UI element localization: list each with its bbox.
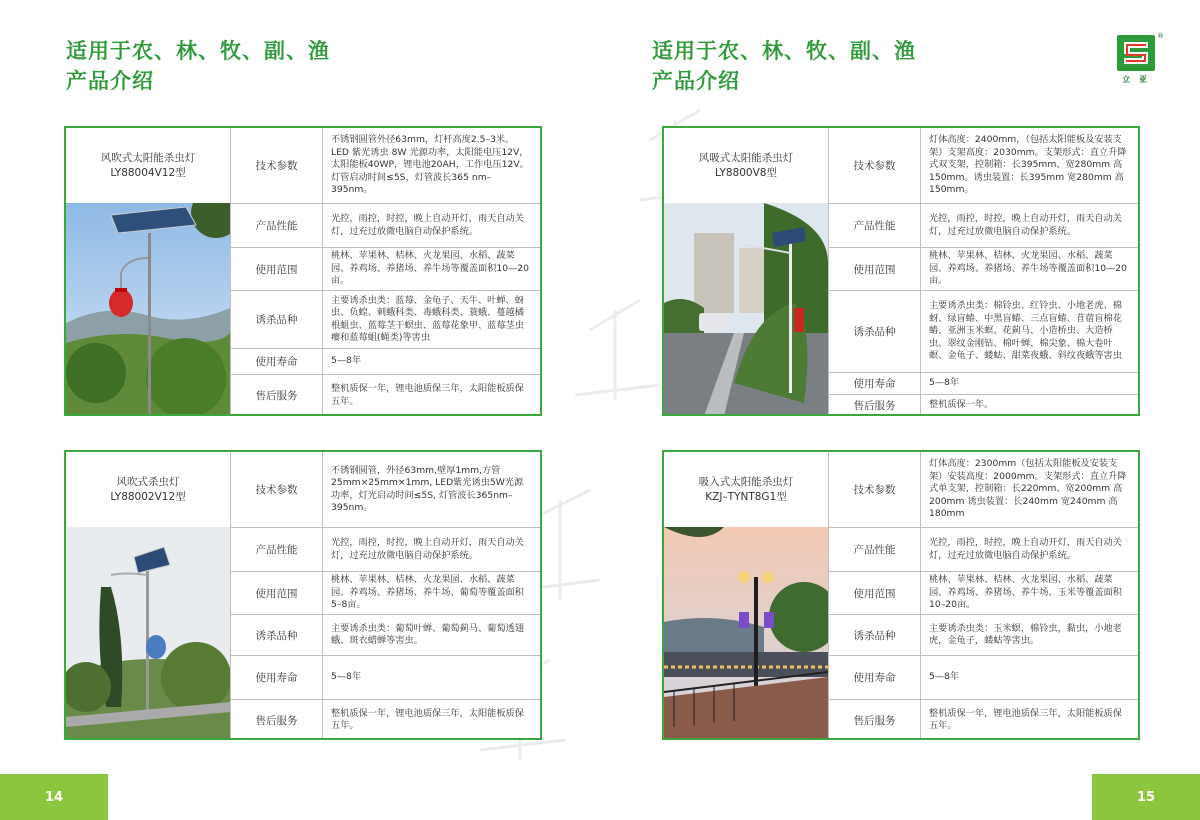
right-page-title xyxy=(652,36,916,96)
page-number-right: 15 xyxy=(1092,774,1200,820)
spec-value-text: 整机质保一年，锂电池质保三年，太阳能板质保五年。 xyxy=(331,383,524,407)
spec-row xyxy=(829,394,1138,416)
product-card-left-2 xyxy=(64,450,542,740)
product-header xyxy=(66,128,230,203)
spec-label: 售后服务 xyxy=(829,700,921,740)
spec-label: 使用范围 xyxy=(829,572,921,614)
spec-value-text: 桃林、苹果林、桔林、火龙果园、水稻、蔬菜园、养鸡场、养猪场、养牛场、葡萄等覆盖面积5–8亩。 xyxy=(331,574,524,611)
spec-label: 诱杀品种 xyxy=(231,615,323,655)
spec-value xyxy=(921,452,1138,527)
logo-text: 立 亚 xyxy=(1122,75,1150,84)
product-model: LY88002V12型 xyxy=(110,490,186,503)
left-title-line1: 适用于农、林、牧、副、渔 xyxy=(66,39,330,63)
product-header xyxy=(664,128,828,203)
spec-label: 产品性能 xyxy=(231,204,323,247)
spec-row xyxy=(231,699,540,740)
spec-label: 使用范围 xyxy=(829,248,921,290)
spec-label: 售后服务 xyxy=(231,375,323,416)
spec-value-text: 灯体高度：2400mm，（包括太阳能板及安装支架）支架高度：2030mm。支架形式：直立升降式双支架，控制箱：长395mm、宽280mm 高150mm。诱虫装置：长395mm 宽280mm 高150mm。 xyxy=(929,134,1127,196)
spec-row xyxy=(231,655,540,699)
spec-row xyxy=(829,527,1138,571)
spec-row xyxy=(829,614,1138,655)
left-page-title xyxy=(66,36,330,96)
spec-label: 售后服务 xyxy=(231,700,323,740)
spec-value-text: 主要诱杀虫类：棉铃虫、红铃虫、小地老虎、棉蚜、绿盲蝽、中黑盲蝽、三点盲蝽、苜蓿盲棉花 蝽、亚洲玉米螟、花蓟马、小造桥虫、大造桥虫、翠纹金刚钻、棉叶蝉、棉尖象、棉大卷叶螟、金龟子、蝼蛄、甜菜夜蛾、斜纹夜蛾等害虫 xyxy=(929,300,1122,362)
product-header xyxy=(66,452,230,527)
spec-value-text: 整机质保一年，锂电池质保三年，太阳能板质保五年。 xyxy=(929,707,1122,731)
spec-table xyxy=(230,452,540,738)
page-number-left: 14 xyxy=(0,774,108,820)
spec-value-text: 5—8年 xyxy=(929,377,960,389)
spec-row xyxy=(231,348,540,374)
spec-value xyxy=(921,204,1138,247)
brand-logo xyxy=(1112,32,1164,86)
logo-registered-mark: ® xyxy=(1157,32,1164,40)
spec-label: 使用寿命 xyxy=(829,373,921,394)
spec-row xyxy=(829,452,1138,527)
spec-row xyxy=(829,203,1138,247)
product-name: 风吹式太阳能杀虫灯 xyxy=(100,151,196,164)
spec-label: 使用寿命 xyxy=(231,656,323,699)
spec-row xyxy=(231,128,540,203)
spec-value xyxy=(921,373,1138,394)
spec-label: 使用范围 xyxy=(231,572,323,614)
spec-value-text: 桃林、苹果林、桔林、火龙果园、水稻、蔬菜园、养鸡场、养猪场、养牛场等覆盖面积10—20亩。 xyxy=(331,250,529,287)
spec-value-text: 主要诱杀虫类：蓝莓、金龟子、天牛、叶蝉、蚜虫、负蝗、刺蛾科类、毒蛾科类、蓑蛾、蔓越橘根蛆虫、蓝莓茎干螟虫、蓝莓花象甲、蓝莓茎虫瘿和蓝莓蛆(蝇类)等害虫 xyxy=(331,294,524,343)
spec-row xyxy=(231,571,540,614)
spec-value xyxy=(921,656,1138,699)
spec-value-text: 桃林、苹果林、桔林、火龙果园、水稻、蔬菜园、养鸡场、养猪场、养牛场等覆盖面积10—20亩。 xyxy=(929,250,1127,287)
spec-row xyxy=(829,247,1138,290)
spec-row xyxy=(829,571,1138,614)
spec-row xyxy=(829,290,1138,372)
spec-value-text: 整机质保一年。 xyxy=(929,399,994,411)
product-photo xyxy=(664,203,828,416)
spec-label: 技术参数 xyxy=(829,452,921,527)
spec-value xyxy=(323,700,540,740)
spec-value-text: 不锈钢圆管，外径63mm,壁厚1mm,方管25mm×25mm×1mm, LED紫光诱虫5W光源功率，灯光启动时间≤5S, 灯管波长365nm–395nm。 xyxy=(331,464,524,513)
logo-icon xyxy=(1116,34,1156,72)
spec-label: 诱杀品种 xyxy=(231,291,323,348)
spec-row xyxy=(231,614,540,655)
spec-value xyxy=(323,572,540,614)
spec-label: 诱杀品种 xyxy=(829,615,921,655)
spec-value-text: 5—8年 xyxy=(929,671,960,683)
spec-value-text: 光控，雨控，时控，晚上自动开灯，雨天自动关灯，过充过放微电脑自动保护系统。 xyxy=(331,537,524,561)
product-name: 吸入式太阳能杀虫灯 xyxy=(698,475,794,488)
spec-value-text: 5—8年 xyxy=(331,355,362,367)
product-photo xyxy=(66,527,230,740)
spec-value xyxy=(323,615,540,655)
spec-table xyxy=(828,452,1138,738)
spec-value-text: 整机质保一年，锂电池质保三年，太阳能板质保五年。 xyxy=(331,707,524,731)
spec-label: 使用寿命 xyxy=(829,656,921,699)
spec-value xyxy=(323,656,540,699)
spec-row xyxy=(231,452,540,527)
spec-row xyxy=(829,128,1138,203)
product-model: LY88004V12型 xyxy=(110,166,186,179)
spec-value xyxy=(921,700,1138,740)
spec-value-text: 主要诱杀虫类：玉米螟，棉铃虫，黏虫，小地老虎，金龟子，蝼蛄等害虫。 xyxy=(929,622,1122,646)
spec-value-text: 光控，雨控，时控，晚上自动开灯，雨天自动关灯，过充过放微电脑自动保护系统。 xyxy=(929,537,1122,561)
spec-value xyxy=(323,375,540,416)
spec-value xyxy=(323,452,540,527)
spec-value xyxy=(323,128,540,203)
spec-value xyxy=(921,572,1138,614)
spec-label: 产品性能 xyxy=(829,204,921,247)
product-name: 风吹式杀虫灯 xyxy=(116,475,180,488)
spec-label: 售后服务 xyxy=(829,395,921,416)
spec-row xyxy=(829,655,1138,699)
product-photo xyxy=(664,527,828,740)
spec-value xyxy=(921,528,1138,571)
spec-value-text: 主要诱杀虫类：葡萄叶蝉、葡萄蓟马、葡萄透翅蛾、斑衣蜡蝉等害虫。 xyxy=(331,622,524,646)
product-model: LY8800V8型 xyxy=(715,166,777,179)
product-card-left-1 xyxy=(64,126,542,416)
spec-label: 诱杀品种 xyxy=(829,291,921,372)
spec-row xyxy=(231,374,540,416)
spec-value xyxy=(323,349,540,374)
spec-label: 产品性能 xyxy=(829,528,921,571)
spec-value xyxy=(921,128,1138,203)
spec-row xyxy=(231,247,540,290)
spec-value xyxy=(921,395,1138,416)
spec-label: 技术参数 xyxy=(231,128,323,203)
spec-row xyxy=(829,372,1138,394)
product-photo xyxy=(66,203,230,416)
spec-value-text: 光控，雨控，时控，晚上自动开灯，雨天自动关灯，过充过放微电脑自动保护系统。 xyxy=(331,213,524,237)
spec-label: 产品性能 xyxy=(231,528,323,571)
spec-value xyxy=(323,528,540,571)
spec-value xyxy=(323,291,540,348)
spec-label: 使用寿命 xyxy=(231,349,323,374)
spec-row xyxy=(231,290,540,348)
spec-value xyxy=(921,291,1138,372)
spec-label: 使用范围 xyxy=(231,248,323,290)
spec-row xyxy=(231,527,540,571)
spec-value xyxy=(323,204,540,247)
product-header xyxy=(664,452,828,527)
product-model: KZJ–TYNT8G1型 xyxy=(705,490,787,503)
right-title-line2: 产品介绍 xyxy=(652,69,740,93)
spec-label: 技术参数 xyxy=(829,128,921,203)
spec-value xyxy=(921,248,1138,290)
spec-value-text: 光控，雨控，时控，晚上自动开灯，雨天自动关灯，过充过放微电脑自动保护系统。 xyxy=(929,213,1122,237)
spec-label: 技术参数 xyxy=(231,452,323,527)
product-card-right-2 xyxy=(662,450,1140,740)
spec-value-text: 灯体高度：2300mm（包括太阳能板及安装支架）安装高度：2000mm。支架形式：直立升降式单支架，控制箱：长220mm、宽200mm 高200mm 诱虫装置：长240mm 宽240mm 高180mm xyxy=(929,458,1127,520)
spec-value xyxy=(921,615,1138,655)
spec-value xyxy=(323,248,540,290)
right-title-line1: 适用于农、林、牧、副、渔 xyxy=(652,39,916,63)
spec-value-text: 桃林、苹果林、桔林、火龙果园、水稻、蔬菜园、养鸡场、养猪场、养牛场、玉米等覆盖面积10–20亩。 xyxy=(929,574,1122,611)
spec-table xyxy=(828,128,1138,414)
spec-row xyxy=(829,699,1138,740)
left-title-line2: 产品介绍 xyxy=(66,69,154,93)
spec-value-text: 5—8年 xyxy=(331,671,362,683)
spec-table xyxy=(230,128,540,414)
spec-row xyxy=(231,203,540,247)
spec-value-text: 不锈钢圆管外径63mm，灯杆高度2.5–3米。LED 紫光诱虫 8W 光源功率，太阳能电压12V，太阳能板40WP，锂电池20AH，工作电压12V。灯管启动时间≤5S，灯管波长365 nm–395nm。 xyxy=(331,134,529,196)
product-card-right-1 xyxy=(662,126,1140,416)
product-name: 风吸式太阳能杀虫灯 xyxy=(698,151,794,164)
